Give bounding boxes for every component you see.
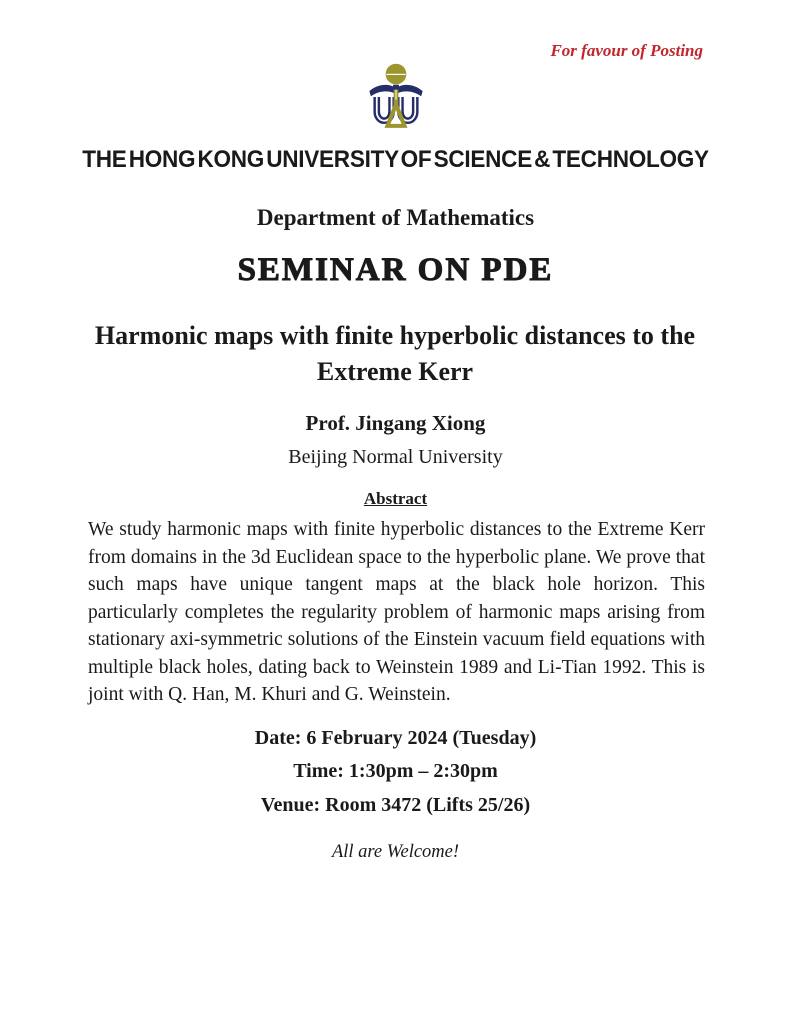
abstract-text: We study harmonic maps with finite hyperbolic distances to the Extreme Kerr from domains in the 3d Euclidean space to the hyperbolic plane. We prove that such maps have unique tangent maps at the black hole horizon. This particularly completes the regularity problem of harmonic maps arising from stationary axi-symmetric solutions of the Einstein vacuum field equations with multiple black holes, dating back to Weinstein 1989 and Li-Tian 1992. This is joint with Q. Han, M. Khuri and G. Weinstein. [88, 519, 705, 705]
hkust-logo [366, 63, 426, 137]
posting-note: For favour of Posting [550, 41, 703, 60]
seminar-series-title: SEMINAR ON PDE [237, 252, 554, 288]
talk-title: Harmonic maps with finite hyperbolic distances to the Extreme Kerr [94, 321, 696, 386]
speaker-affiliation: Beijing Normal University [288, 446, 503, 468]
closing-note: All are Welcome! [331, 842, 460, 862]
speaker-name: Prof. Jingang Xiong [305, 411, 486, 435]
seminar-date: Date: 6 February 2024 (Tuesday) [254, 727, 537, 749]
seminar-venue: Venue: Room 3472 (Lifts 25/26) [260, 794, 531, 816]
abstract-heading: Abstract [363, 489, 428, 508]
university-name: THE HONG KONG UNIVERSITY OF SCIENCE & TECHNOLOGY [82, 146, 709, 173]
hkust-logo-icon [366, 63, 426, 137]
seminar-time: Time: 1:30pm – 2:30pm [293, 760, 498, 782]
department-name: Department of Mathematics [256, 205, 535, 230]
